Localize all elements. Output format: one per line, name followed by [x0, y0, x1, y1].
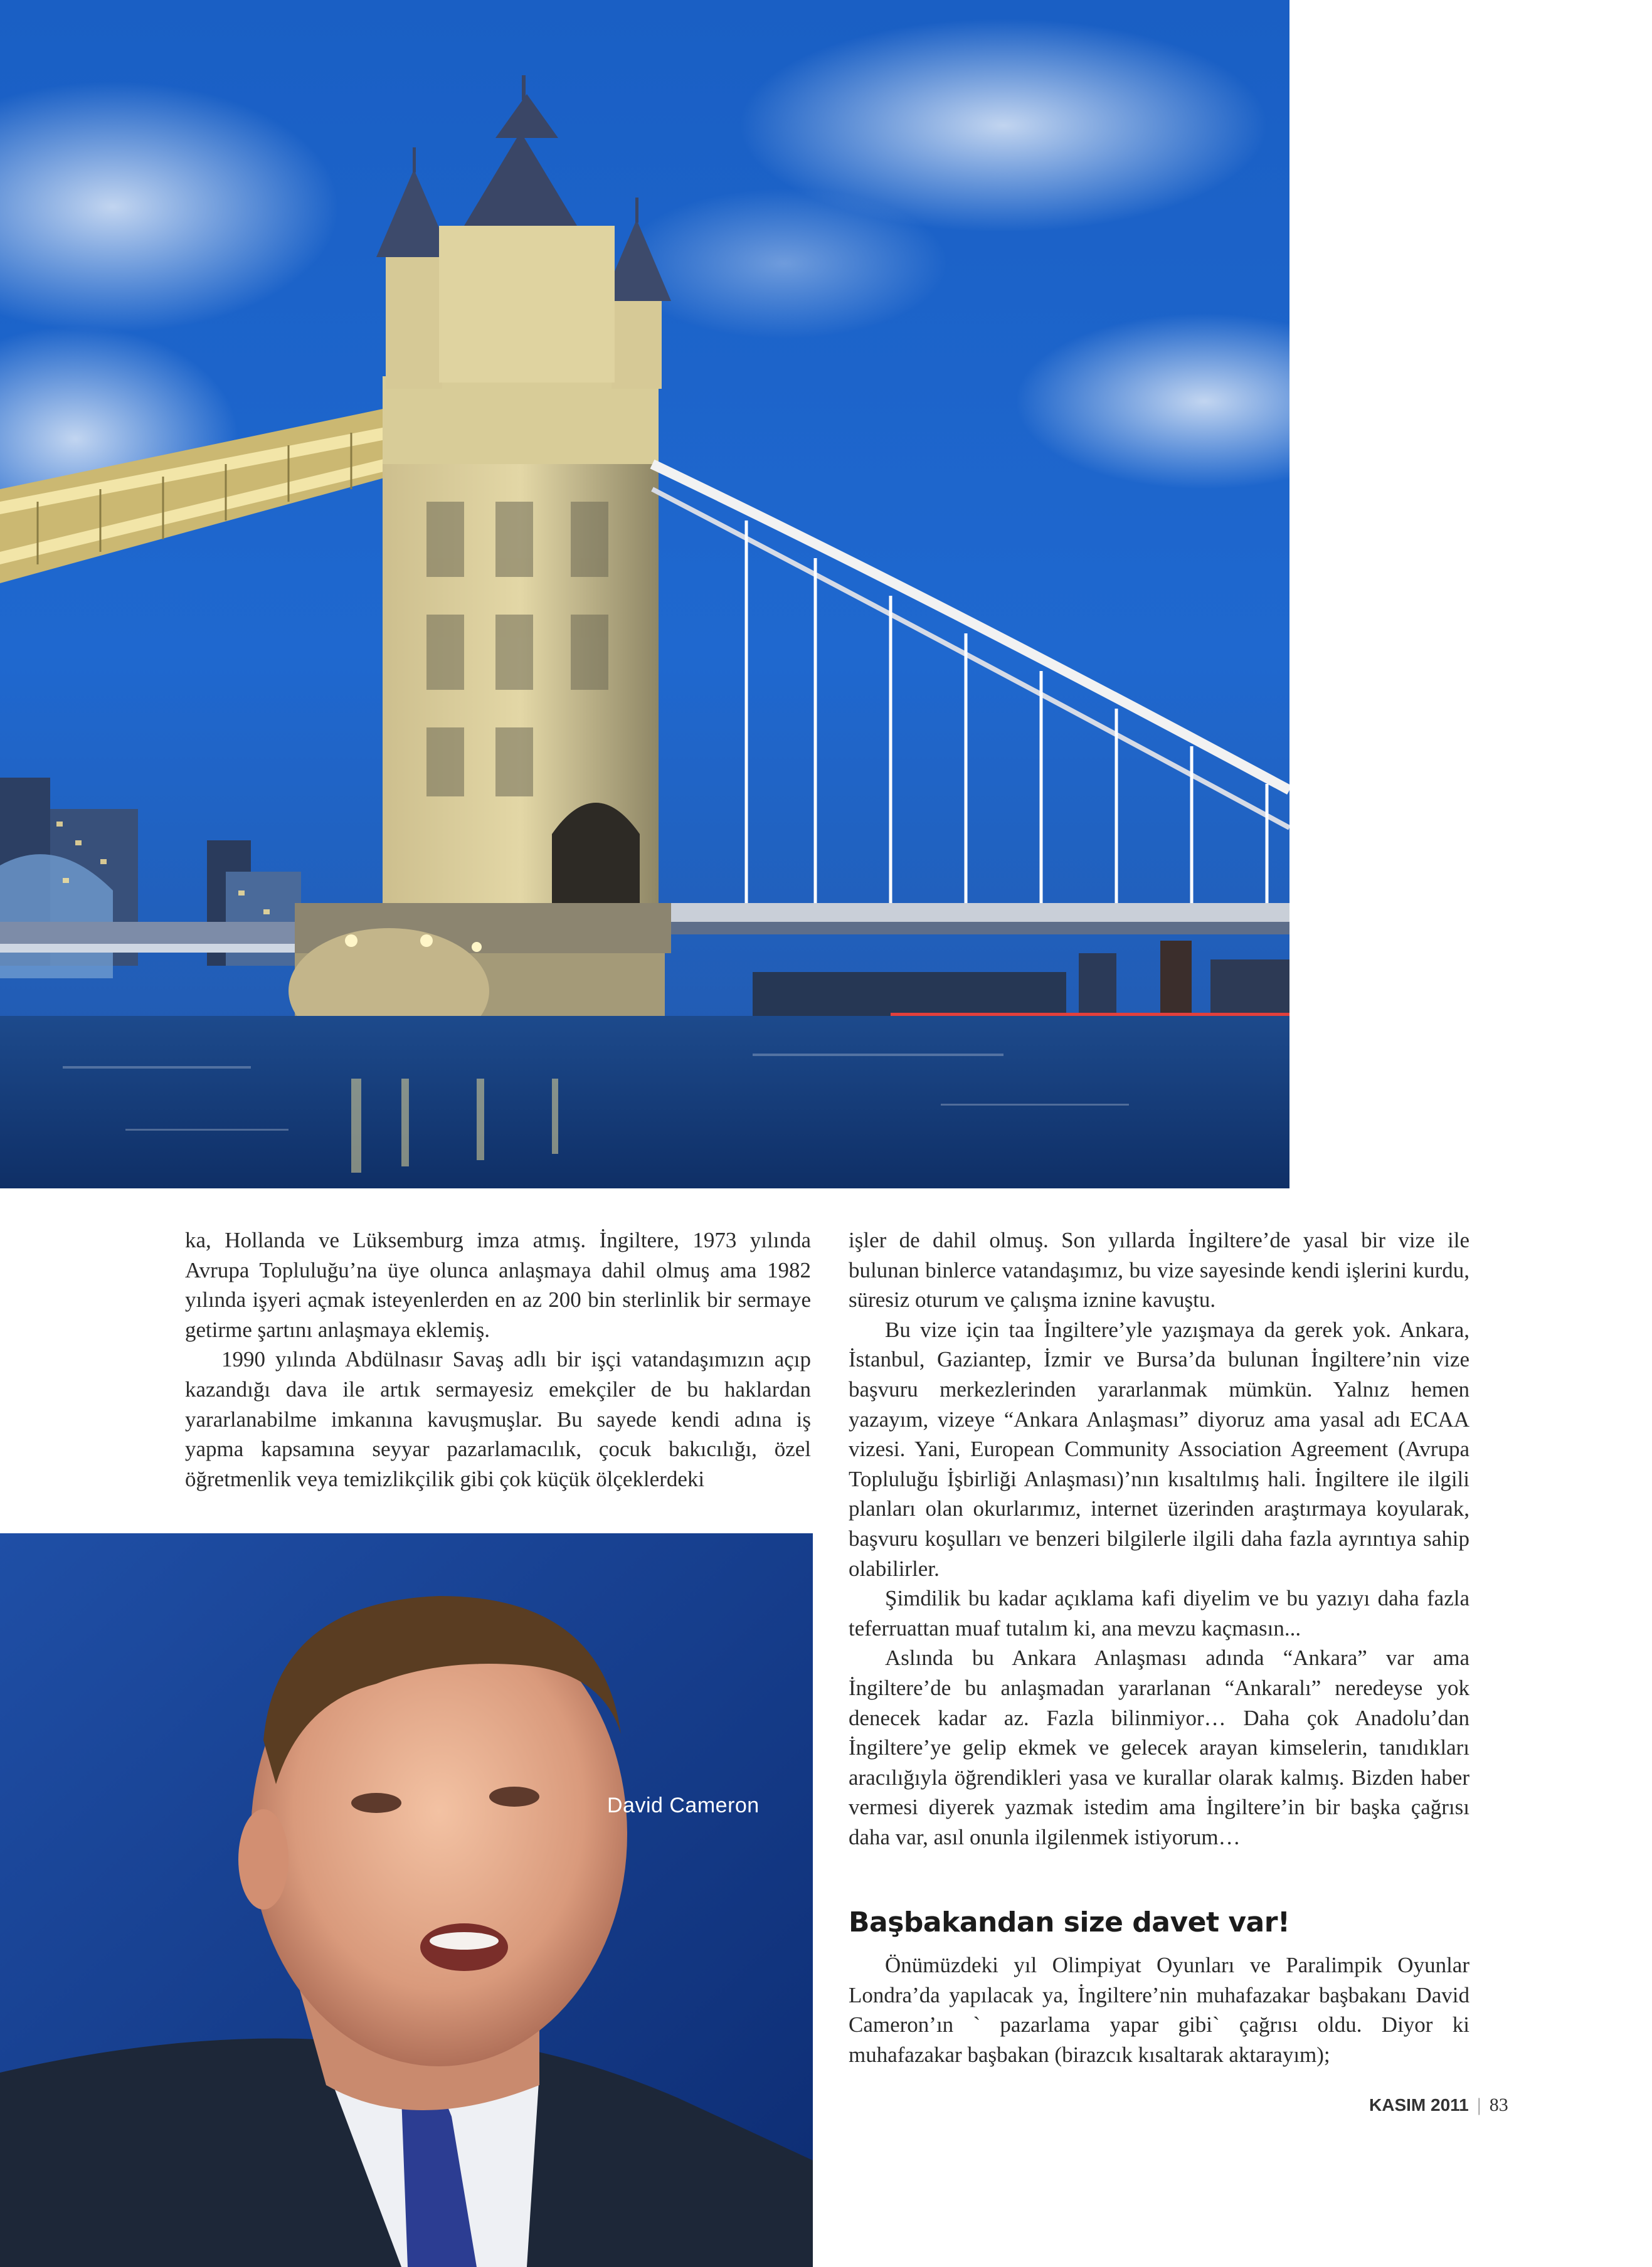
paragraph: 1990 yılında Abdülnasır Savaş adlı bir işçi vatandaşımızın açıp kazandığı dava ile artık sermayesiz emekçiler de bu haklardan yararlanabilme imkanına kavuşmuşlar. Bu sayede kendi adına iş yapma kapsamına seyyar pazarlamacılık, çocuk bakıcılığı, özel öğretmenlik veya temizlikçilik gibi çok küçük ölçeklerdeki [185, 1347, 811, 1491]
hero-photo [0, 0, 1289, 1188]
section-heading: Başbakandan size davet var! [849, 1906, 1290, 1938]
tower-bridge-illustration [0, 0, 1289, 1188]
paragraph: Şimdilik bu kadar açıklama kafi diyelim ve bu yazıyı daha fazla teferruattan muaf tutalım ki, ana mevzu kaçmasın... [849, 1586, 1469, 1641]
paragraph: Önümüzdeki yıl Olimpiyat Oyunları ve Paralimpik Oyunlar Londra’da yapılacak ya, İngiltere’nin muhafazakar başbakanı David Cameron’ın ` pazarlama yapar gibi` çağrısı oldu. Diyor ki muhafazakar başbakan (birazcık kısaltarak aktarayım); [849, 1953, 1469, 2067]
paragraph: Aslında bu Ankara Anlaşması adında “Ankara” var ama İngiltere’de bu anlaşmadan yararlanan “Ankaralı” neredeyse yok denecek kadar az. Fazla bilinmiyor… Daha çok Anadolu’dan İngiltere’ye gelip ekmek ve gelecek arayan kimselerin, tanıdıkları aracılığıyla öğrendikleri yasa ve kurallar olarak kalmış. Bizden haber vermesi diyerek yazmak istedim ama İngiltere’in bir başka çağrısı daha var, asıl onunla ilgilenmek istiyorum… [849, 1646, 1469, 1849]
portrait-photo [0, 1533, 813, 2267]
folio-magazine-date: KASIM 2011 [1369, 2095, 1469, 2115]
paragraph: işler de dahil olmuş. Son yıllarda İngiltere’de yasal bir vize ile bulunan binlerce vatandaşımız, bu vize sayesinde kendi işlerini kurdu, süresiz oturum ve çalışma iznine kavuştu. [849, 1228, 1469, 1313]
david-cameron-illustration [0, 1533, 813, 2267]
page-number: 83 [1489, 2095, 1508, 2115]
paragraph: Bu vize için taa İngiltere’yle yazışmaya da gerek yok. Ankara, İstanbul, Gaziantep, İzmir ve Bursa’da bulunan İngiltere’nin vize başvuru merkezlerinden yararlanmak mümkün. Yalnız hemen yazayım, vizeye “Ankara Anlaşması” diyoruz ama yasal adı ECAA vizesi. Yani, European Community Association Agreement (Avrupa Topluluğu İşbirliği Anlaşması)’nın kısaltılmış hali. İngiltere ile ilgili planları olan okurlarımız, internet üzerinden araştırmaya koyularak, başvuru koşulları ve benzeri bilgilerle ilgili daha fazla ayrıntıya sahip olabilirler. [849, 1317, 1469, 1581]
article-column-right [849, 1225, 1469, 1852]
page-folio [1369, 2095, 1508, 2116]
folio-separator: | [1477, 2095, 1481, 2115]
article-column-left [185, 1225, 811, 1494]
portrait-caption: David Cameron [607, 1794, 760, 1817]
article-column-section [849, 1950, 1469, 2069]
paragraph: ka, Hollanda ve Lüksemburg imza atmış. İngiltere, 1973 yılında Avrupa Topluluğu’na üye olunca anlaşmaya dahil olmuş ama 1982 yılında işyeri açmak isteyenlerden en az 200 bin sterlinlik bir sermaye getirme şartını anlaşmaya eklemiş. [185, 1228, 811, 1342]
